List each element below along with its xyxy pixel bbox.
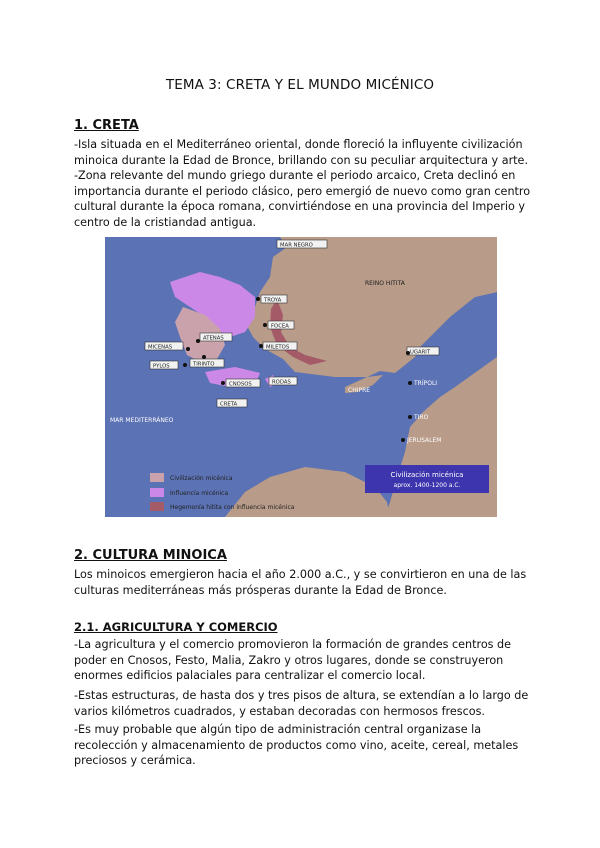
label-pylos <box>150 361 178 370</box>
svg-text:MILETOS: MILETOS <box>266 344 290 351</box>
label-cyprus: CHIPRE <box>348 387 371 394</box>
text-line: minoica durante la Edad de Bronce, brillando con su peculiar arquitectura y arte. <box>74 153 529 167</box>
svg-text:ATENAS: ATENAS <box>203 335 224 342</box>
city-dot <box>186 347 190 351</box>
text-line: enormes edificios palaciales para centralizar el comercio local. <box>74 669 426 682</box>
label-focea <box>268 321 294 330</box>
text-line: poder en Cnosos, Festo, Malia, Zakro y otros lugares, donde se construyeron <box>74 653 504 667</box>
map-box-title: Civilización micénica <box>390 471 464 479</box>
label-hittite-kingdom: REINO HITITA <box>365 280 405 287</box>
text-line: varios kilómetros cuadrados, y estaban decoradas con hermosos frescos. <box>74 704 485 718</box>
label-atenas <box>200 333 232 342</box>
label-jerusalem: JERUSALEM <box>407 437 442 444</box>
mycenaean-map <box>105 237 497 517</box>
text-line: -La agricultura y el comercio promovieron la formación de grandes centros de <box>74 638 512 651</box>
text-line: centro de la cristiandad antigua. <box>74 215 257 229</box>
label-creta <box>217 399 247 408</box>
city-dot <box>256 297 260 301</box>
text-line: culturas mediterráneas más prósperas durante la Edad de Bronce. <box>74 583 447 597</box>
city-dot <box>183 363 187 367</box>
agriculture-paragraph-3 <box>74 722 534 769</box>
city-dot <box>221 381 225 385</box>
label-mediterranean-sea: MAR MEDITERRÁNEO <box>110 417 174 424</box>
agriculture-paragraph-2 <box>74 688 534 719</box>
label-tiro: TIRO <box>414 414 429 421</box>
city-dot <box>408 415 412 419</box>
section-heading-minoan: 2. CULTURA MINOICA <box>74 548 227 563</box>
page-title: TEMA 3: CRETA Y EL MUNDO MICÉNICO <box>165 77 435 93</box>
svg-text:PYLOS: PYLOS <box>153 363 170 370</box>
label-miletos <box>263 342 297 351</box>
city-dot <box>259 344 263 348</box>
svg-text:FOCEA: FOCEA <box>271 323 289 330</box>
label-troya <box>261 295 287 304</box>
map-box-subtitle: aprox. 1400-1200 a.C. <box>393 482 461 489</box>
label-black-sea <box>277 240 327 249</box>
svg-text:TROYA: TROYA <box>264 297 282 304</box>
text-line: importancia durante el periodo clásico, pero emergió de nuevo como gran centro <box>74 184 531 198</box>
label-tripoli: TRÍPOLI <box>414 380 438 387</box>
text-line: -Estas estructuras, de hasta dos y tres pisos de altura, se extendían a lo largo de <box>74 689 529 702</box>
label-cnosos <box>226 379 260 388</box>
creta-paragraph <box>74 137 534 230</box>
map-title-box <box>365 465 489 493</box>
legend-influence: Influencia micénica <box>170 490 229 497</box>
section-heading-creta: 1. CRETA <box>74 118 139 133</box>
svg-text:TIRINTO: TIRINTO <box>193 361 215 368</box>
text-line: -Isla situada en el Mediterráneo oriental, donde floreció la influyente civilización <box>74 138 523 151</box>
city-dot <box>263 323 267 327</box>
text-line: cultural durante la época romana, convirtiéndose en una provincia del Imperio y <box>74 200 526 213</box>
label-rodas <box>269 377 297 386</box>
legend-mycenaean: Civilización micénica <box>170 475 233 482</box>
city-dot <box>202 355 206 359</box>
svg-text:MICENAS: MICENAS <box>148 344 173 351</box>
city-dot <box>401 438 405 442</box>
text-line: Los minoicos emergieron hacia el año 2.000 a.C., y se convirtieron en una de las <box>74 568 527 581</box>
svg-text:RODAS: RODAS <box>272 379 291 386</box>
text-line: recolección y almacenamiento de productos como vino, aceite, cereal, metales <box>74 738 519 752</box>
label-ugarit <box>407 347 439 356</box>
text-line: preciosos y cerámica. <box>74 754 196 767</box>
legend-hittite: Hegemonía hitita con influencia micénica <box>170 504 295 511</box>
agriculture-paragraph-1 <box>74 637 534 684</box>
minoan-paragraph <box>74 567 534 598</box>
svg-text:CNOSOS: CNOSOS <box>229 381 252 388</box>
svg-text:CRETA: CRETA <box>220 401 238 408</box>
label-tirinto <box>190 359 224 368</box>
svg-text:UGARIT: UGARIT <box>410 349 431 356</box>
svg-text:MAR NEGRO: MAR NEGRO <box>280 242 313 249</box>
text-line: -Es muy probable que algún tipo de administración central organizase la <box>74 723 482 736</box>
subsection-heading-agriculture: 2.1. AGRICULTURA Y COMERCIO <box>74 620 278 634</box>
label-micenas <box>145 342 183 351</box>
city-dot <box>406 351 410 355</box>
text-line: -Zona relevante del mundo griego durante el periodo arcaico, Creta declinó en <box>74 169 516 182</box>
city-dot <box>196 339 200 343</box>
city-dot <box>408 381 412 385</box>
